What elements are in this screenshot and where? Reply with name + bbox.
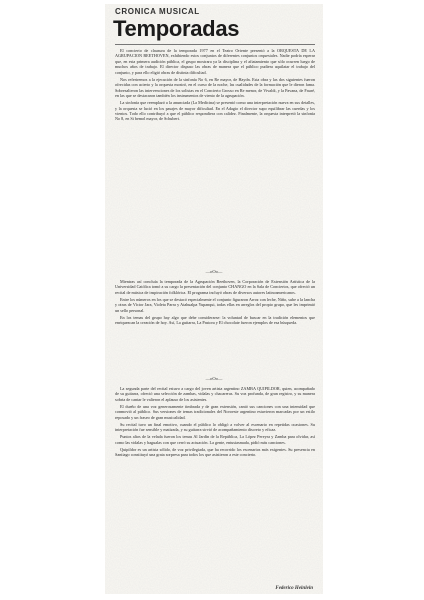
section-kicker: CRONICA MUSICAL: [115, 7, 200, 16]
paragraph: Su recital tuvo un final emotivo, cuando el público lo obligó a volver al escenario en repetidas ocasiones. Su interpretación fue sensible y matizada, y su guitarra sirvió de acompañamiento discreto y eficaz.: [115, 421, 315, 433]
paragraph: La sinfonía que reemplazó a la anunciada (La Medicina) se presentó como una interpretación nueva en sus detalles, y la orquesta se lució en los pasajes de mayor dificultad. En el Adagio el director supo equilibrar las cuerdas y los vientos. Todo ello contribuyó a que el público respondiera con calidez. Finalmente, la orquesta interpretó la sinfonía No 8, en Si bemol mayor, de Schubert.: [115, 100, 315, 122]
paragraph: La segunda parte del recital estuvo a cargo del joven artista argentino ZAMBA QUIPILDOR, quien, acompañado de su guitarra, ofreció una selección de zambas, vidalas y chacareras. Su voz profunda, de gran registro, y su manera sobria de cantar le valieron el aplauso de los asistentes.: [115, 386, 315, 402]
newspaper-clipping: [105, 4, 323, 594]
article-section-1: [115, 48, 315, 123]
paragraph: El concierto de clausura de la temporada 1977 en el Teatro Oriente presentó a la ORQUESTA DE LA AGRUPACION BEETHOVEN, exhibiendo estos conjuntos de diferentes conjuntos orquestales. Nadie podría esperar que, en esta primera audición pública, el grupo mostrara ya la disciplina y el afiatamiento que sólo ocurren luego de muchos años de trabajo. El director dispuso las obras de manera que el público pudiera aquilatar el trabajo del conjunto, y para ello eligió obras de distinta dificultad.: [115, 48, 315, 75]
paragraph: En los temas del grupo hay algo que debe considerarse: la voluntad de buscar en la tradición elementos que enriquezcan la creación de hoy. Así, La guitarra, La Pastora y El chocolate fueron ejemplos de esa búsqueda.: [115, 314, 315, 326]
article-section-3: [115, 386, 315, 459]
paragraph: El dueño de una voz generosamente timbrada y de gran extensión, cantó sus canciones con una intensidad que conmovió al público. Sus versiones de temas tradicionales del Noroeste argentino estuvieron marcadas por un estilo reposado y un fraseo de gran musicalidad.: [115, 403, 315, 420]
paragraph: Mientras así concluía la temporada de la Agrupación Beethoven, la Corporación de Extensión Artística de la Universidad Católica tomó a su cargo la presentación del conjunto CHANGO en la Sala de Conciertos, que ofreció un recital de música de inspiración folklórica. El programa incluyó obras de diversos autores latinoamericanos.: [115, 279, 315, 295]
paragraph: Quipildor es un artista sólido, de voz privilegiada, que ha recorrido los escenarios más exigentes. Su presencia en Santiago constituyó una grata sorpresa para todos los que asistieron a este concierto.: [115, 446, 315, 457]
author-signature: Federico Heinlein: [275, 586, 313, 591]
article-headline: Temporadas: [113, 16, 240, 41]
paragraph: Puntos altos de la velada fueron los temas Al Jardín de la República, La López Pereyra y Zamba para olvidar, así como las vidalas y bagualas con que cerró su actuación. La gente, entusiasmada, pidió más canciones.: [115, 434, 315, 445]
article-section-2: [115, 279, 315, 327]
paragraph: Nos referiremos a la ejecución de la sinfonía No 6, en Re mayor, de Haydn. Esta obra y las dos siguientes fueron ofrecidas con acierto y la orquesta mostró, en el curso de la noche, las cualidades de la formación que le dieron fama. Sobresalieron las intervenciones de los solistas en el Concierto Grosso en Re menor, de Vivaldi, y la Pavana, de Fauré, en las que se destacaron también los instrumentos de viento de la agrupación.: [115, 76, 315, 99]
headline-rule: [115, 44, 315, 45]
paragraph: Entre los números en los que se destacó especialmente el conjunto figuraron Arroz con leche, Niño, sube a la lancha y otras de Víctor Jara, Violeta Parra y Atahualpa Yupanqui, todas ellas en arreglos del propio grupo, que les imprimió un sello personal.: [115, 296, 315, 313]
section-separator: —oOo—: [205, 269, 223, 274]
section-separator: —oOo—: [205, 376, 223, 381]
